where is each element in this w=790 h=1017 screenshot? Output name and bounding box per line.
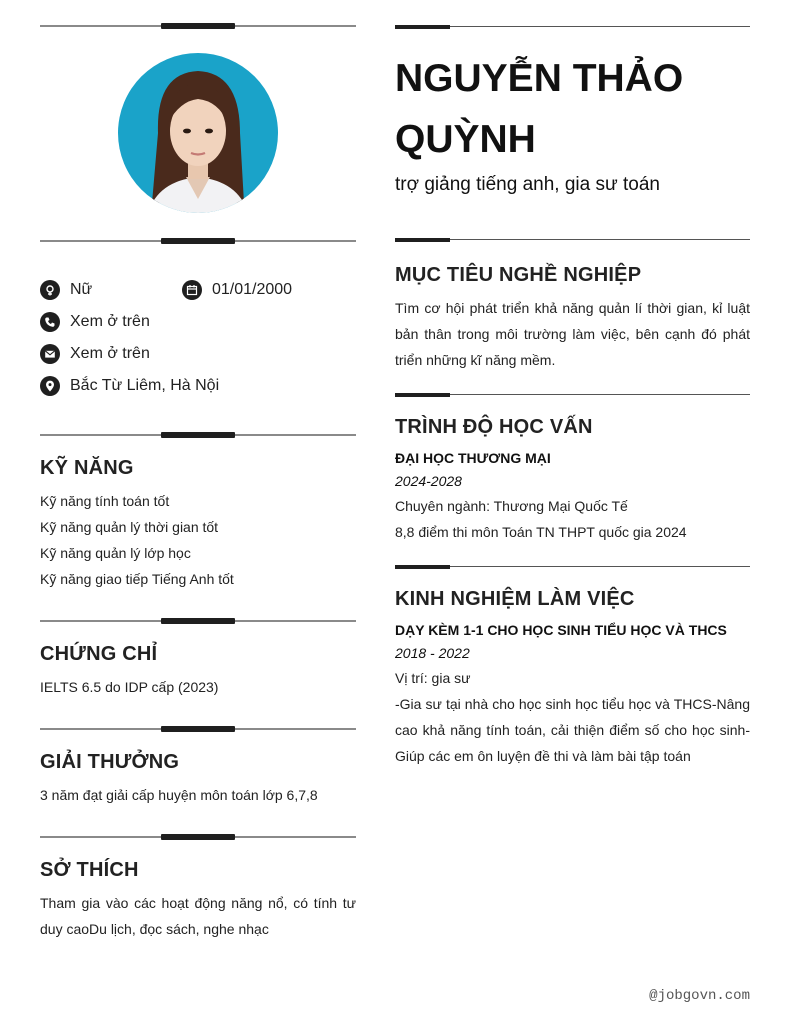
- education-major: Chuyên ngành: Thương Mại Quốc Tế: [395, 498, 628, 514]
- experience-description: -Gia sư tại nhà cho học sinh học tiểu học và THCS-Nâng cao khả năng tính toán, cải thiện điểm số cho học sinh-Giúp các em ôn luyện đề thi và làm bài tập toán: [395, 696, 750, 764]
- education-title: TRÌNH ĐỘ HỌC VẤN: [395, 416, 593, 438]
- location-icon: [40, 376, 60, 396]
- awards-text: 3 năm đạt giải cấp huyện môn toán lớp 6,7,8: [40, 787, 318, 803]
- experience-position: Vị trí: gia sư: [395, 670, 471, 686]
- divider: [40, 430, 356, 440]
- avatar-photo: [118, 53, 278, 213]
- education-note: 8,8 điểm thi môn Toán TN THPT quốc gia 2024: [395, 524, 687, 540]
- birthdate-row: [182, 278, 292, 302]
- divider: [395, 562, 750, 572]
- email-value: Xem ở trên: [70, 345, 150, 362]
- candidate-name: NGUYỄN THẢO QUỲNH: [395, 57, 684, 161]
- avatar: [118, 53, 278, 213]
- skill-item: Kỹ năng tính toán tốt: [40, 493, 170, 509]
- watermark: @jobgovn.com: [649, 988, 750, 1004]
- education-period: 2024-2028: [395, 473, 462, 489]
- certificates-title: CHỨNG CHỈ: [40, 643, 158, 665]
- skill-item: Kỹ năng quản lý lớp học: [40, 545, 191, 561]
- hobbies-text: Tham gia vào các hoạt động năng nổ, có tính tư duy caoDu lịch, đọc sách, nghe nhạc: [40, 895, 356, 937]
- certificates-text: IELTS 6.5 do IDP cấp (2023): [40, 679, 219, 695]
- awards-title: GIẢI THƯỞNG: [40, 751, 180, 773]
- gender-row: [40, 278, 92, 302]
- experience-role: DẠY KÈM 1-1 CHO HỌC SINH TIỂU HỌC VÀ THCS: [395, 622, 727, 638]
- phone-icon: [40, 312, 60, 332]
- address-row: [40, 374, 219, 398]
- birthdate-value: 01/01/2000: [212, 281, 293, 298]
- education-school: ĐẠI HỌC THƯƠNG MẠI: [395, 450, 551, 466]
- email-icon: [40, 344, 60, 364]
- divider: [40, 832, 356, 842]
- divider: [40, 21, 356, 31]
- calendar-icon: [182, 280, 202, 300]
- divider: [40, 616, 356, 626]
- email-row: [40, 342, 150, 366]
- phone-row: [40, 310, 150, 334]
- address-value: Bắc Từ Liêm, Hà Nội: [70, 377, 220, 394]
- skills-title: KỸ NĂNG: [40, 457, 134, 479]
- skill-item: Kỹ năng quản lý thời gian tốt: [40, 519, 219, 535]
- divider: [395, 235, 750, 245]
- objective-title: MỤC TIÊU NGHỀ NGHIỆP: [395, 264, 642, 286]
- divider: [395, 22, 750, 32]
- gender-icon: [40, 280, 60, 300]
- divider: [40, 236, 356, 246]
- divider: [395, 390, 750, 400]
- skill-item: Kỹ năng giao tiếp Tiếng Anh tốt: [40, 571, 234, 587]
- objective-text: Tìm cơ hội phát triển khả năng quản lí thời gian, kỉ luật bản thân trong môi trường làm việc, bên cạnh đó phát triển những kĩ năng mềm.: [395, 300, 750, 368]
- experience-title: KINH NGHIỆM LÀM VIỆC: [395, 588, 635, 610]
- experience-period: 2018 - 2022: [395, 645, 470, 661]
- hobbies-title: SỞ THÍCH: [40, 859, 139, 881]
- job-title: trợ giảng tiếng anh, gia sư toán: [395, 174, 660, 195]
- divider: [40, 724, 356, 734]
- gender-value: Nữ: [70, 281, 93, 298]
- phone-value: Xem ở trên: [70, 313, 150, 330]
